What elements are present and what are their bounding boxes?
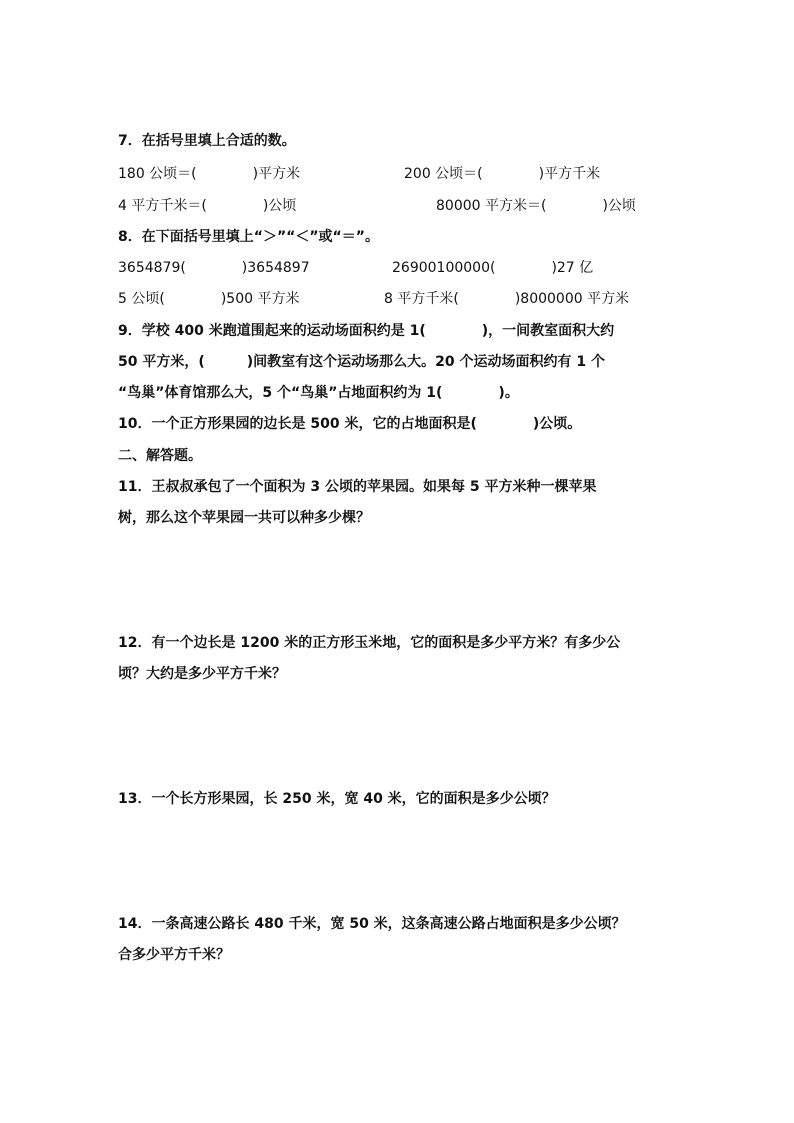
q11-line-1: 11．王叔叔承包了一个面积为 3 公顷的苹果园。如果每 5 平方米种一棵苹果 bbox=[118, 479, 597, 495]
q12-line-2: 顷？大约是多少平方千米？ bbox=[118, 666, 286, 682]
q7-row-1-item-b: 200 公顷＝( )平方千米 bbox=[404, 166, 601, 182]
q9-line-3: “鸟巢”体育馆那么大，5 个“鸟巢”占地面积约为 1( )。 bbox=[118, 385, 519, 401]
q7-row-1-item-a: 180 公顷＝( )平方米 bbox=[118, 166, 301, 182]
q13-text: 13．一个长方形果园，长 250 米，宽 40 米，它的面积是多少公顷？ bbox=[118, 791, 556, 807]
q9-line-1: 9．学校 400 米跑道围起来的运动场面积约是 1( )，一间教室面积大约 bbox=[118, 323, 615, 339]
q12-line-1: 12．有一个边长是 1200 米的正方形玉米地，它的面积是多少平方米？有多少公 bbox=[118, 635, 621, 651]
q7-row-2 bbox=[118, 196, 678, 216]
q8-row-1-item-a: 3654879( )3654897 bbox=[118, 260, 310, 276]
q8-row-1-item-b: 26900100000( )27 亿 bbox=[392, 260, 594, 276]
section-2-heading: 二、解答题。 bbox=[118, 448, 202, 464]
q7-row-1 bbox=[118, 164, 678, 184]
q10-text: 10．一个正方形果园的边长是 500 米，它的占地面积是( )公顷。 bbox=[118, 416, 582, 432]
q7-title: 7．在括号里填上合适的数。 bbox=[118, 133, 296, 149]
q9-line-2: 50 平方米，( )间教室有这个运动场那么大。20 个运动场面积约有 1 个 bbox=[118, 354, 605, 370]
q7-row-2-item-a: 4 平方千米＝( )公顷 bbox=[118, 198, 297, 214]
q8-title: 8．在下面括号里填上“＞”“＜”或“＝”。 bbox=[118, 229, 379, 245]
q7-row-2-item-b: 80000 平方米＝( )公顷 bbox=[436, 198, 636, 214]
q14-line-2: 合多少平方千米？ bbox=[118, 947, 230, 963]
q14-line-1: 14．一条高速公路长 480 千米，宽 50 米，这条高速公路占地面积是多少公顷？ bbox=[118, 916, 626, 932]
q11-line-2: 树，那么这个苹果园一共可以种多少棵？ bbox=[118, 510, 370, 526]
q8-row-2 bbox=[118, 289, 678, 309]
q8-row-2-item-a: 5 公顷( )500 平方米 bbox=[118, 291, 300, 307]
q8-row-2-item-b: 8 平方千米( )8000000 平方米 bbox=[384, 291, 630, 307]
q8-row-1 bbox=[118, 258, 678, 278]
